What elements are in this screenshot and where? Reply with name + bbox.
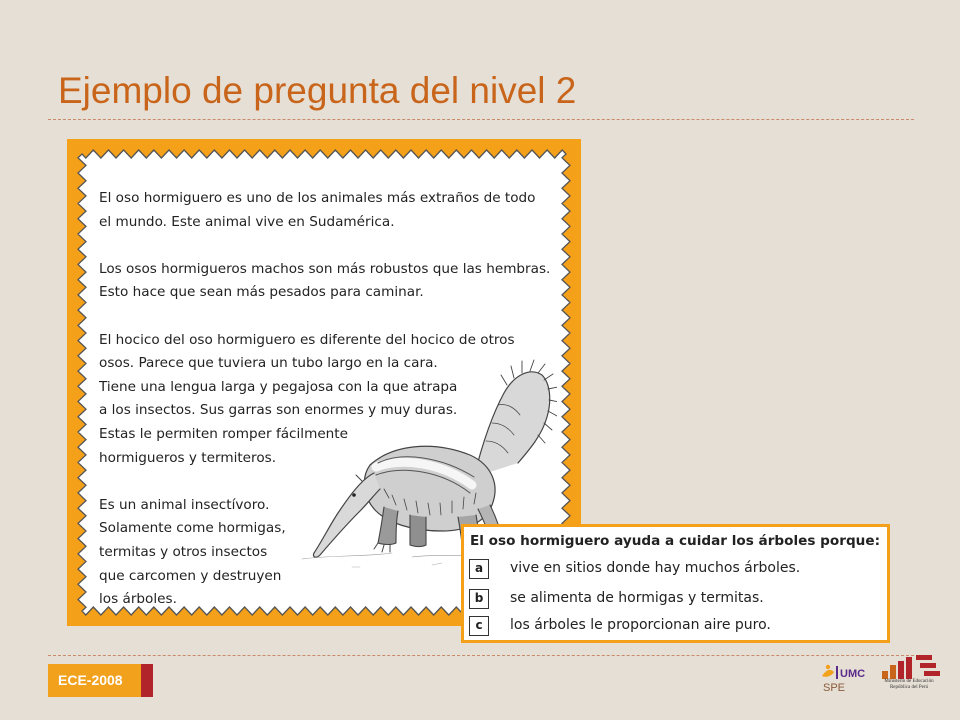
reading-line: Solamente come hormigas, bbox=[99, 520, 286, 537]
footer-divider bbox=[48, 655, 914, 656]
reading-line: Estas le permiten romper fácilmente bbox=[99, 425, 348, 442]
reading-line: hormigueros y termiteros. bbox=[99, 449, 277, 466]
reading-line: termitas y otros insectos bbox=[99, 543, 268, 560]
reading-line: El hocico del oso hormiguero es diferente del hocico de otros bbox=[99, 331, 515, 348]
umc-logo bbox=[818, 662, 868, 702]
question-stem: El oso hormiguero ayuda a cuidar los árboles porque: bbox=[470, 533, 881, 549]
umc-mark-icon bbox=[818, 662, 868, 682]
ministry-caption bbox=[870, 679, 948, 691]
ministry-logo bbox=[868, 655, 950, 705]
reading-line: los árboles. bbox=[99, 591, 177, 608]
exam-badge-label: ECE-2008 bbox=[58, 672, 123, 688]
option-letter: a bbox=[469, 559, 489, 579]
option-text: los árboles le proporcionan aire puro. bbox=[510, 617, 771, 633]
reading-paragraph bbox=[99, 187, 559, 234]
ministry-name: Ministerio de Educación bbox=[884, 679, 934, 684]
option-text: vive en sitios donde hay muchos árboles. bbox=[510, 560, 801, 576]
question-box bbox=[461, 524, 890, 643]
option-letter: c bbox=[469, 616, 489, 636]
reading-line: que carcomen y destruyen bbox=[99, 567, 282, 584]
reading-line: Tiene una lengua larga y pegajosa con la que atrapa bbox=[99, 378, 458, 395]
spe-label: SPE bbox=[823, 682, 846, 694]
reading-line: Los osos hormigueros machos son más robustos que las hembras. bbox=[99, 260, 551, 277]
ministry-bars-icon bbox=[868, 655, 950, 679]
option-letter: b bbox=[469, 589, 489, 609]
option-text: se alimenta de hormigas y termitas. bbox=[510, 590, 764, 606]
ministry-country: República del Perú bbox=[889, 685, 929, 690]
reading-line: Es un animal insectívoro. bbox=[99, 496, 270, 513]
reading-line: El oso hormiguero es uno de los animales más extraños de todo bbox=[99, 190, 536, 206]
umc-logo-text: UMC bbox=[840, 668, 866, 680]
title-divider bbox=[48, 119, 914, 120]
reading-line: Esto hace que sean más pesados para caminar. bbox=[99, 284, 424, 301]
reading-paragraph bbox=[99, 258, 559, 305]
reading-line: a los insectos. Sus garras son enormes y muy duras. bbox=[99, 402, 458, 419]
reading-line: el mundo. Este animal vive en Sudamérica. bbox=[99, 213, 395, 230]
badge-edge bbox=[141, 664, 153, 697]
slide-title: Ejemplo de pregunta del nivel 2 bbox=[58, 70, 577, 111]
exam-badge bbox=[48, 664, 153, 697]
reading-line: osos. Parece que tuviera un tubo largo en la cara. bbox=[99, 355, 438, 372]
